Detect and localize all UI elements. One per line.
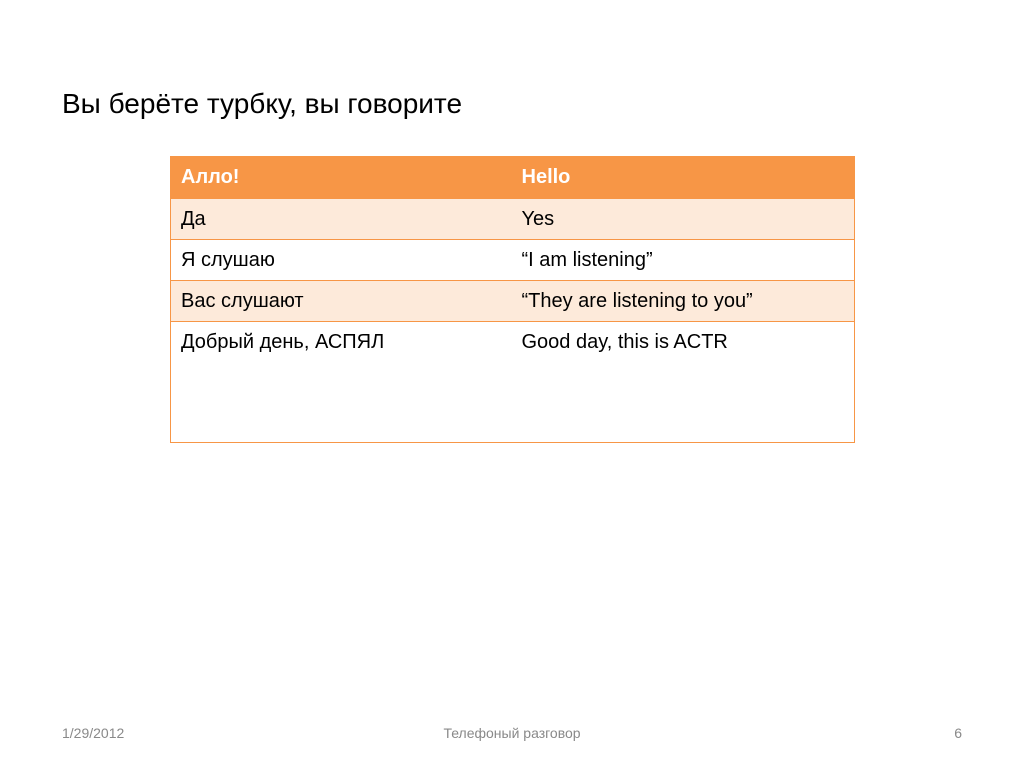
phrase-table: [170, 156, 855, 443]
footer-title: Телефоный разговор: [443, 725, 581, 741]
cell-russian: Да: [171, 199, 512, 240]
slide-title: Вы берёте турбку, вы говорите: [62, 88, 463, 119]
table-row: [171, 322, 855, 443]
cell-russian: Вас слушают: [171, 281, 512, 322]
cell-russian: Добрый день, АСПЯЛ: [171, 322, 512, 443]
table-row: [171, 199, 855, 240]
cell-english: “I am listening”: [512, 240, 855, 281]
cell-russian: Я слушаю: [171, 240, 512, 281]
cell-english: Yes: [512, 199, 855, 240]
cell-english: “They are listening to you”: [512, 281, 855, 322]
table-header-row: [171, 157, 855, 199]
page-number: 6: [954, 725, 962, 741]
table-row: [171, 281, 855, 322]
header-cell-english: Hello: [512, 157, 855, 199]
cell-english: Good day, this is ACTR: [512, 322, 855, 443]
table-row: [171, 240, 855, 281]
footer-date: 1/29/2012: [62, 725, 125, 741]
header-cell-russian: Алло!: [171, 157, 512, 199]
